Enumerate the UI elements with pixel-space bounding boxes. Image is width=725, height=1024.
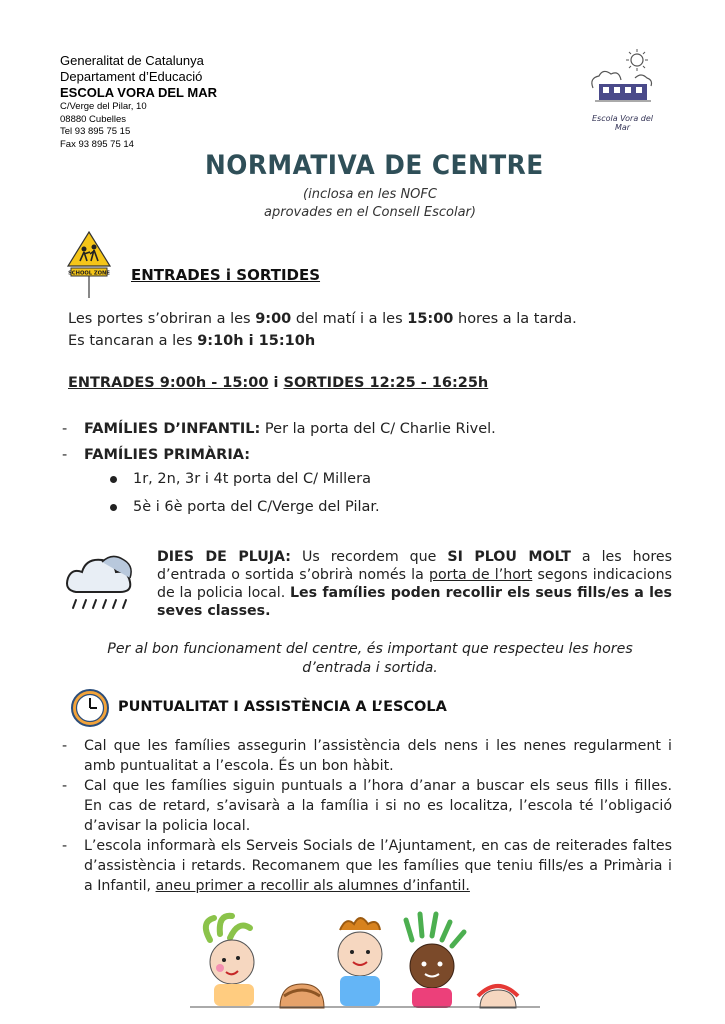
primaria-label: FAMÍLIES PRIMÀRIA: bbox=[84, 447, 251, 463]
list-item bbox=[110, 468, 670, 490]
closing-times: 9:10h i 15:10h bbox=[197, 333, 316, 349]
infantil-label: FAMÍLIES D’INFANTIL: bbox=[84, 421, 261, 437]
opening-line bbox=[68, 308, 668, 330]
entrades-paragraph bbox=[68, 308, 668, 352]
header-line1: Generalitat de Catalunya bbox=[60, 53, 204, 68]
rain-cloud-icon bbox=[62, 548, 142, 618]
page-title: NORMATIVA DE CENTRE bbox=[205, 150, 544, 181]
children-faces-icon bbox=[190, 910, 540, 1010]
school-zone-sign bbox=[66, 230, 112, 298]
families-list bbox=[62, 416, 672, 468]
list-item bbox=[110, 496, 670, 518]
bullet-text: 1r, 2n, 3r i 4t porta del C/ Millera bbox=[133, 471, 371, 487]
kids-illustration bbox=[190, 910, 540, 1010]
schedule-connector: i bbox=[268, 375, 284, 391]
schedule-entrades: ENTRADES 9:00h - 15:00 bbox=[68, 375, 269, 391]
school-zone-sign-icon bbox=[66, 230, 112, 298]
header-school: ESCOLA VORA DEL MAR bbox=[60, 85, 217, 100]
header-postal: 08880 Cubelles bbox=[60, 113, 127, 125]
sign-label: SCHOOL ZONE bbox=[68, 270, 110, 277]
rain-text-5: segons indicacions de la policia local. bbox=[157, 567, 672, 601]
rain-text-2: SI PLOU MOLT bbox=[447, 549, 571, 565]
subtitle-line2: aprovades en el Consell Escolar) bbox=[264, 205, 476, 220]
rain-text-3: a les hores d’entrada o sortida s’obrirà només la bbox=[157, 549, 672, 583]
closing-text-a: Es tancaran a les bbox=[68, 333, 198, 349]
list-item: - Cal que les famílies siguin puntuals a l’hora d’anar a buscar els seus fills i filles. En cas de retard, s’avisarà a la família i si no es localitza, l’escola té l’obligació d’avisar la policia local. bbox=[62, 778, 672, 834]
school-logo-icon bbox=[585, 48, 660, 108]
rain-label: DIES DE PLUJA: bbox=[157, 549, 291, 565]
list-item-primaria: - FAMÍLIES PRIMÀRIA: bbox=[62, 442, 672, 468]
infantil-text: Per la porta del C/ Charlie Rivel. bbox=[260, 421, 496, 437]
closing-line bbox=[68, 330, 668, 352]
clock-icon bbox=[70, 688, 110, 728]
school-logo bbox=[585, 48, 660, 132]
list-item-text: L’escola informarà els Serveis Socials de l’Ajuntament, en cas de reiterades faltes d’assistència i retards. Recomanem que les famílies que teniu fills/es a Primària i a Infantil, bbox=[84, 838, 672, 894]
opening-time-afternoon: 15:00 bbox=[407, 311, 454, 327]
list-item-infantil: - FAMÍLIES D’INFANTIL: Per la porta del C/ Charlie Rivel. bbox=[62, 421, 496, 437]
opening-text-c: del matí i a les bbox=[291, 311, 408, 327]
list-item-text: Cal que les famílies assegurin l’assistència dels nens i les nenes regularment i amb puntualitat a l’escola. És un bon hàbit. bbox=[84, 738, 672, 774]
header-address: C/Verge del Pilar, 10 bbox=[60, 101, 147, 112]
school-header bbox=[60, 53, 217, 151]
subtitle-line1: (inclosa en les NOFC bbox=[303, 187, 437, 202]
italic-note bbox=[68, 640, 672, 678]
opening-text-e: hores a la tarda. bbox=[453, 311, 577, 327]
rain-days-paragraph bbox=[157, 548, 672, 620]
rain-text-garden-door: porta de l’hort bbox=[428, 567, 533, 583]
opening-time-morning: 9:00 bbox=[255, 311, 292, 327]
logo-caption: Escola Vora del Mar bbox=[591, 114, 654, 132]
header-line2: Departament d’Educació bbox=[60, 69, 203, 84]
primaria-bullets bbox=[110, 468, 670, 518]
note-line2: d’entrada i sortida. bbox=[302, 660, 438, 676]
rain-text-1: Us recordem que bbox=[290, 549, 448, 565]
list-item-text: Cal que les famílies siguin puntuals a l’hora d’anar a buscar els seus fills i filles. En cas de retard, s’avisarà a la família i si no es localitza, l’escola té l’obligació d’avisar la policia local. bbox=[84, 778, 672, 834]
note-line1: Per al bon funcionament del centre, és important que respecteu les hores bbox=[107, 641, 633, 657]
puntualitat-list bbox=[62, 736, 672, 896]
entrades-heading: ENTRADES i SORTIDES bbox=[131, 266, 321, 284]
header-tel: Tel 93 895 75 15 bbox=[60, 126, 131, 137]
header-fax: Fax 93 895 75 14 bbox=[60, 138, 134, 150]
list-item-underlined: aneu primer a recollir als alumnes d’infantil. bbox=[155, 878, 470, 894]
subtitle bbox=[230, 186, 510, 222]
list-item: - Cal que les famílies assegurin l’assistència dels nens i les nenes regularment i amb puntualitat a l’escola. És un bon hàbit. bbox=[62, 738, 672, 774]
schedule-sortides: SORTIDES 12:25 - 16:25h bbox=[283, 375, 489, 391]
rain-text-6: Les famílies poden recollir els seus fills/es a les seves classes. bbox=[157, 585, 672, 619]
bullet-text: 5è i 6è porta del C/Verge del Pilar. bbox=[133, 499, 380, 515]
schedule-line bbox=[68, 372, 668, 394]
opening-text-a: Les portes s’obriran a les bbox=[68, 311, 256, 327]
puntualitat-heading: PUNTUALITAT I ASSISTÈNCIA A L’ESCOLA bbox=[118, 699, 447, 715]
list-item: - L’escola informarà els Serveis Socials de l’Ajuntament, en cas de reiterades faltes d’assistència i retards. Recomanem que les famílies que teniu fills/es a Primària i a Infantil, aneu primer a recollir als alumnes d’infantil. bbox=[62, 838, 672, 894]
